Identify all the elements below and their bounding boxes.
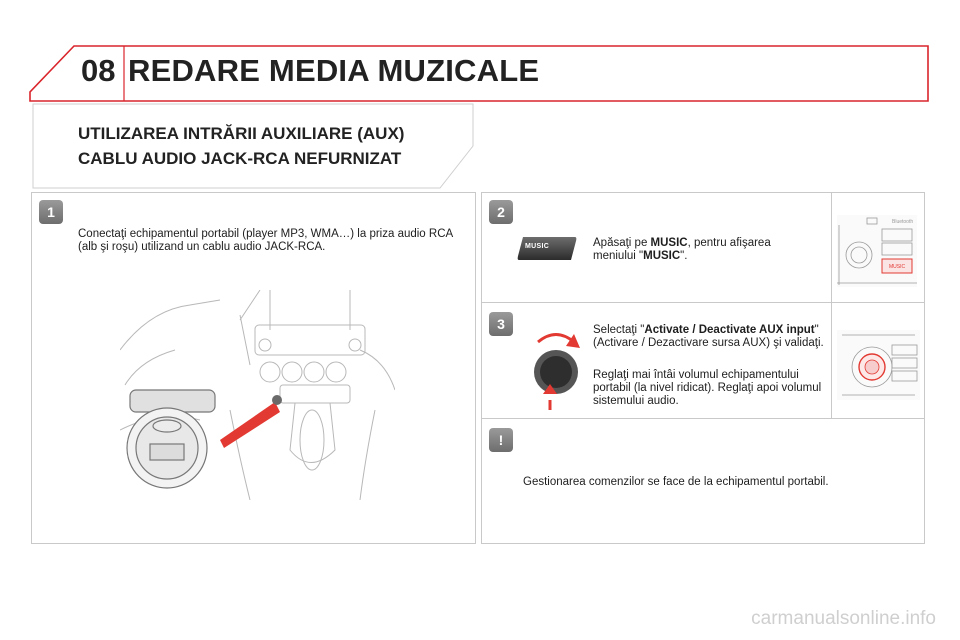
console-aux-jack-illustration [120, 290, 395, 500]
divider-step3-note [481, 418, 925, 419]
step3-text: Selectaţi "Activate / Deactivate AUX input" (Activare / Dezactivare sursa AUX) şi validaţi. [593, 324, 824, 349]
svg-text:Bluetooth: Bluetooth [892, 219, 914, 225]
step3-text2: Reglaţi mai întâi volumul echipamentului portabil (la nivel ridicat). Reglaţi apoi volumul sistemului audio. [593, 369, 822, 407]
chapter-title: REDARE MEDIA MUZICALE [128, 53, 540, 88]
step2-text: Apăsaţi pe MUSIC, pentru afişarea meniului "MUSIC". [593, 237, 771, 262]
thumb-music-label: MUSIC [889, 264, 906, 270]
section-title-line2: CABLU AUDIO JACK-RCA NEFURNIZAT [78, 149, 402, 168]
note-warning-badge: ! [489, 428, 513, 452]
thumb-column-divider [831, 192, 832, 418]
divider-step2-step3 [481, 302, 925, 303]
music-button-label: MUSIC [525, 243, 550, 250]
rotary-knob-icon [516, 322, 586, 412]
step1-text: Conectaţi echipamentul portabil (player MP3, WMA…) la priza audio RCA (alb şi roşu) utilizand un cablu audio JACK-RCA. [78, 228, 453, 253]
section-title-line1: UTILIZAREA INTRĂRII AUXILIARE (AUX) [78, 124, 405, 143]
chapter-number: 08 [81, 53, 116, 88]
step2-badge: 2 [489, 200, 513, 224]
section-heading-frame [0, 0, 960, 200]
note-text: Gestionarea comenzilor se face de la echipamentul portabil. [523, 476, 829, 488]
watermark: carmanualsonline.info [751, 608, 936, 629]
radio-panel-music-highlight [837, 215, 917, 287]
radio-panel-knob-highlight [837, 330, 920, 400]
step1-badge: 1 [39, 200, 63, 224]
step3-badge: 3 [489, 312, 513, 336]
